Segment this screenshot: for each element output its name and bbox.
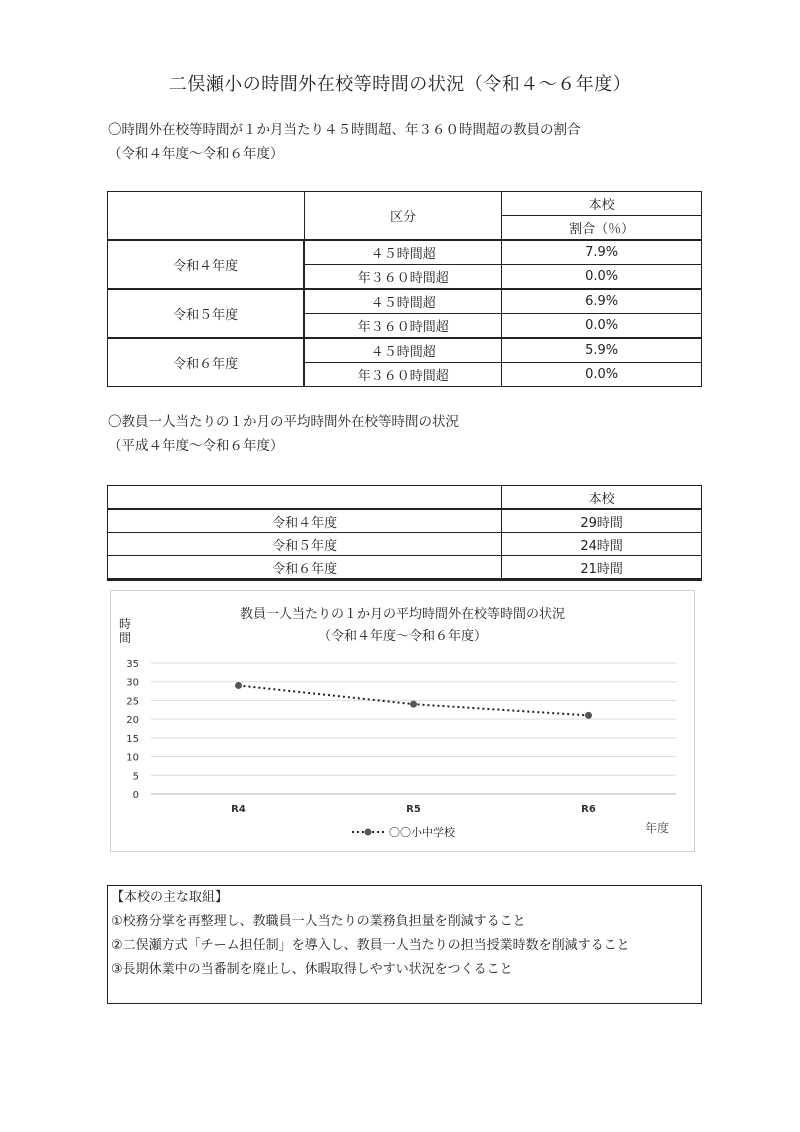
legend-marker-icon (351, 827, 385, 837)
section1-heading: 〇時間外在校等時間が１か月当たり４５時間超、年３６０時間超の教員の割合 (108, 122, 581, 138)
data-point (235, 682, 242, 689)
year-cell: 令和４年度 (108, 509, 502, 533)
initiative-item: ②二俣瀬方式「チーム担任制」を導入し、教員一人当たりの担当授業時数を削減すること (111, 938, 630, 953)
chart-subtitle: （令和４年度～令和６年度） (317, 629, 487, 644)
data-point (410, 701, 417, 708)
hours-cell: 24時間 (502, 533, 702, 556)
year-cell: 令和６年度 (108, 556, 502, 579)
year-cell: 令和６年度 (108, 338, 305, 387)
chart-plot-area (111, 591, 694, 851)
category-cell: ４５時間超 (304, 338, 502, 363)
ratio-cell: 6.9% (502, 289, 702, 314)
hours-cell: 21時間 (502, 556, 702, 579)
initiative-item: ③長期休業中の当番制を廃止し、休暇取得しやすい状況をつくること (111, 962, 513, 977)
section1-period: （令和４年度～令和６年度） (108, 146, 284, 162)
y-tick-label: 35 (126, 659, 139, 670)
overtime-ratio-table (107, 191, 702, 387)
data-point (585, 712, 592, 719)
table-row (108, 509, 702, 533)
year-cell: 令和５年度 (108, 533, 502, 556)
year-cell: 令和４年度 (108, 240, 305, 289)
y-tick-label: 20 (126, 715, 139, 727)
y-tick-label: 15 (126, 733, 139, 745)
table-row (108, 289, 702, 314)
chart-title: 教員一人当たりの１か月の平均時間外在校等時間の状況 (239, 607, 565, 622)
section2-heading: 〇教員一人当たりの１か月の平均時間外在校等時間の状況 (108, 414, 459, 430)
category-cell: ４５時間超 (304, 289, 502, 314)
x-tick-label: R4 (231, 804, 246, 815)
section2-period: （平成４年度～令和６年度） (108, 438, 284, 454)
y-tick-label: 5 (132, 771, 139, 783)
y-tick-label: 10 (126, 752, 139, 764)
table-header-row (108, 192, 702, 216)
overtime-line-chart (110, 590, 695, 852)
table-row (108, 556, 702, 579)
x-tick-label: R6 (581, 804, 596, 815)
ratio-cell: 0.0% (502, 314, 702, 339)
average-overtime-table (107, 485, 702, 579)
category-cell: 年３６０時間超 (304, 314, 502, 339)
header-category: 区分 (304, 192, 502, 241)
ratio-cell: 7.9% (502, 240, 702, 265)
legend-label: 〇〇小中学校 (389, 826, 455, 839)
table-row (108, 338, 702, 363)
table-header-row (108, 486, 702, 510)
ratio-cell: 0.0% (502, 363, 702, 387)
y-tick-label: 30 (126, 677, 139, 689)
x-axis-label: 年度 (645, 821, 670, 835)
table-row (108, 533, 702, 556)
initiatives-heading: 【本校の主な取組】 (111, 890, 229, 905)
header-ratio: 割合（％） (502, 216, 702, 241)
initiative-item: ①校務分掌を再整理し、教職員一人当たりの業務負担量を削減すること (111, 914, 526, 929)
y-tick-label: 25 (126, 696, 139, 708)
category-cell: ４５時間超 (304, 240, 502, 265)
table-bottom-rule (107, 579, 702, 581)
x-tick-label: R5 (406, 804, 421, 815)
page-title: 二俣瀬小の時間外在校等時間の状況（令和４～６年度） (168, 74, 632, 95)
table-row (108, 240, 702, 265)
header-blank-cell (108, 486, 502, 510)
ratio-cell: 5.9% (502, 338, 702, 363)
ratio-cell: 0.0% (502, 265, 702, 290)
y-tick-label: 0 (132, 790, 139, 801)
y-axis-label: 時間 (119, 617, 132, 645)
header-blank-cell (108, 192, 305, 241)
chart-legend (351, 824, 455, 840)
header-school: 本校 (502, 192, 702, 216)
hours-cell: 29時間 (502, 509, 702, 533)
category-cell: 年３６０時間超 (304, 265, 502, 290)
category-cell: 年３６０時間超 (304, 363, 502, 387)
year-cell: 令和５年度 (108, 289, 305, 338)
initiatives-box (107, 885, 702, 1004)
header-school: 本校 (502, 486, 702, 510)
